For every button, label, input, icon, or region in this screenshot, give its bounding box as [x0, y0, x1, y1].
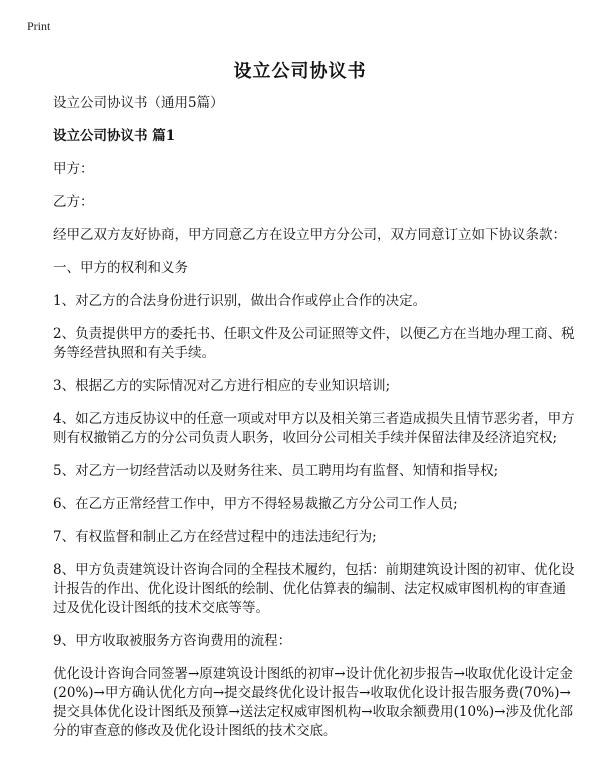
clause-heading-party-a-rights: 一、甲方的权利和义务 [53, 260, 188, 276]
clause-item-6: 6、在乙方正常经营工作中，甲方不得轻易裁撤乙方分公司工作人员; [53, 496, 458, 512]
document-title: 设立公司协议书 [233, 61, 367, 82]
party-a-line: 甲方： [53, 161, 94, 177]
document-subtitle: 设立公司协议书（通用5篇） [53, 95, 224, 111]
print-link[interactable]: Print [27, 19, 51, 33]
clause-item-5: 5、对乙方一切经营活动以及财务往来、员工聘用均有监督、知情和指导权; [53, 463, 499, 479]
clause-item-2: 2、负责提供甲方的委托书、任职文件及公司证照等文件，以便乙方在当地办理工商、税务等经营执照和有关手续。 [53, 326, 575, 361]
clause-item-3: 3、根据乙方的实际情况对乙方进行相应的专业知识培训; [53, 378, 391, 394]
intro-paragraph: 经甲乙双方友好协商，甲方同意乙方在设立甲方分公司，双方同意订立如下协议条款： [53, 227, 566, 243]
clause-item-7: 7、有权监督和制止乙方在经营过程中的违法违纪行为; [53, 529, 377, 545]
party-b-line: 乙方： [53, 194, 94, 210]
document-body [53, 94, 575, 755]
clause-item-9: 9、甲方收取被服务方咨询费用的流程： [53, 633, 292, 649]
fee-process-paragraph: 优化设计咨询合同签署→原建筑设计图纸的初审→设计优化初步报告→收取优化设计定金(20%)→甲方确认优化方向→提交最终优化设计报告→收取优化设计报告服务费(70%)→提交具体优化设计图纸及预算→送法定权威审图机构→收取余额费用(10%)→涉及优化部分的审查意的修改及优化设计图纸的技术交底。 [53, 666, 573, 739]
clause-item-1: 1、对乙方的合法身份进行识别，做出合作或停止合作的决定。 [53, 293, 427, 309]
section-heading: 设立公司协议书 篇1 [53, 128, 176, 144]
clause-item-4: 4、如乙方违反协议中的任意一项或对甲方以及相关第三者造成损失且情节恶劣者，甲方则有权撤销乙方的分公司负责人职务，收回分公司相关手续并保留法律及经济追究权; [53, 411, 575, 446]
clause-item-8: 8、甲方负责建筑设计咨询合同的全程技术履约，包括：前期建筑设计图的初审、优化设计报告的作出、优化设计图纸的绘制、优化估算表的编制、法定权威审图机构的审查通过及优化设计图纸的技术交底等等。 [53, 562, 575, 616]
